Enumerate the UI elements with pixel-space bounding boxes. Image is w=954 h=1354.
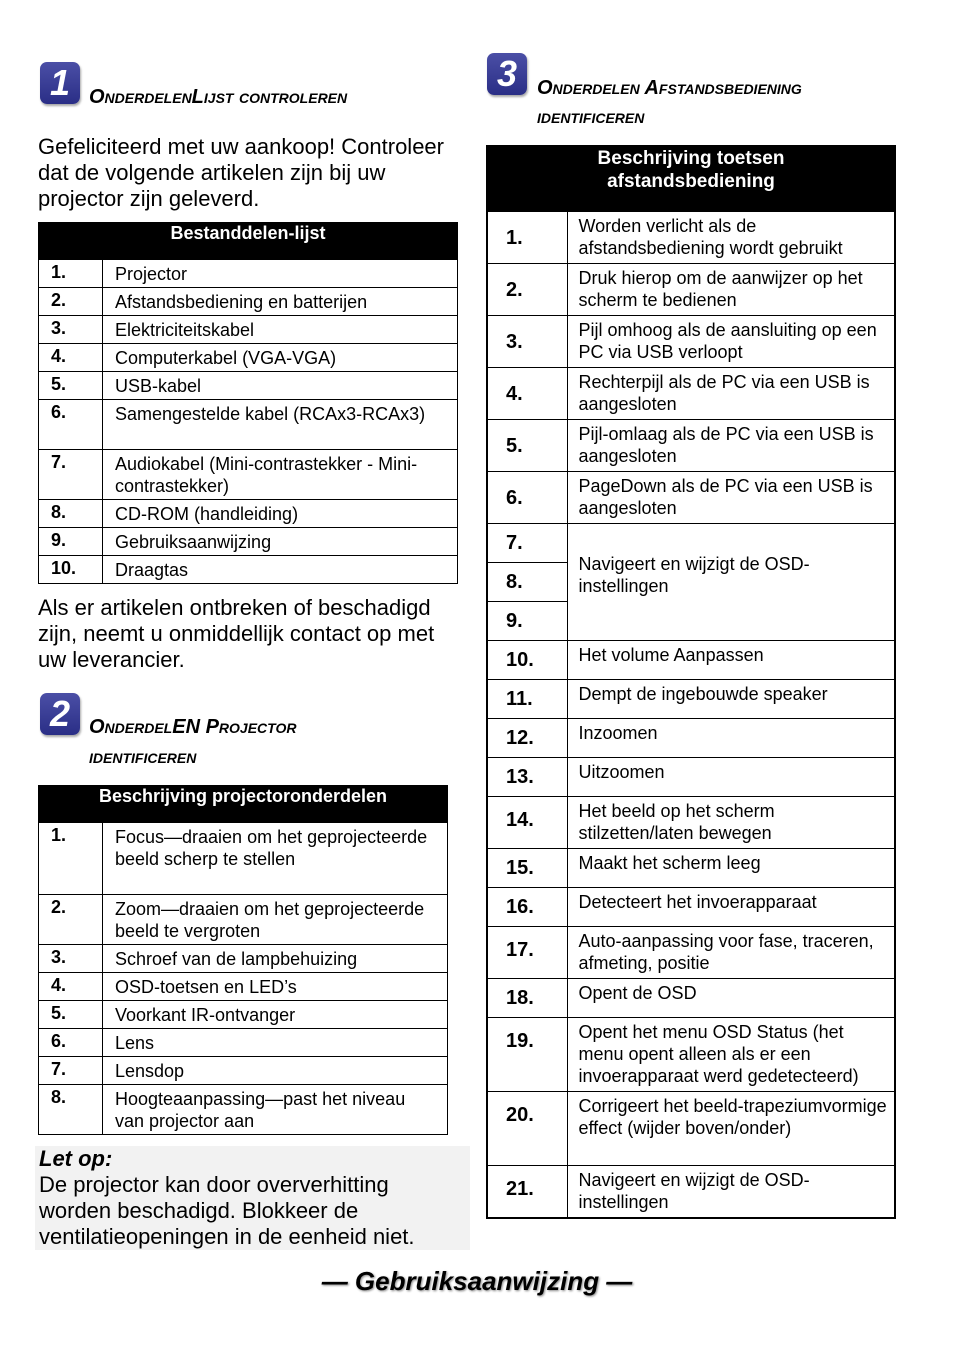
row-number: 4. [39,344,103,372]
row-number: 11. [487,680,567,719]
row-text: Uitzoomen [567,758,895,797]
row-number: 20. [487,1092,567,1166]
row-number: 1. [487,212,567,264]
row-text: Pijl-omlaag als de PC via een USB is aangesloten [567,420,895,472]
row-number: 5. [39,1001,103,1029]
row-text: Draagtas [103,556,458,584]
row-number: 18. [487,979,567,1018]
row-number: 6. [39,400,103,450]
row-text: Rechterpijl als de PC via een USB is aangesloten [567,368,895,420]
components-list-header: Bestanddelen-lijst [39,223,458,260]
row-number: 4. [487,368,567,420]
row-text: Worden verlicht als de afstandsbediening wordt gebruikt [567,212,895,264]
row-number: 17. [487,927,567,979]
row-number: 6. [39,1029,103,1057]
row-text: PageDown als de PC via een USB is aangesloten [567,472,895,524]
row-number: 14. [487,797,567,849]
row-number: 9. [487,602,567,641]
row-number: 19. [487,1018,567,1092]
row-text: Lens [103,1029,448,1057]
row-text: Maakt het scherm leeg [567,849,895,888]
row-text: Pijl omhoog als de aansluiting op een PC via USB verloopt [567,316,895,368]
row-text: Dempt de ingebouwde speaker [567,680,895,719]
row-number: 16. [487,888,567,927]
row-number: 6. [487,472,567,524]
remote-keys-header-text: Beschrijving toetsen afstandsbediening [597,148,785,192]
row-number: 13. [487,758,567,797]
row-text: Schroef van de lampbehuizing [103,945,448,973]
section-1-outro: Als er artikelen ontbreken of beschadigd zijn, neemt u onmiddellijk contact op met uw leverancier. [38,595,435,672]
row-text: Projector [103,260,458,288]
row-text: Gebruiksaanwijzing [103,528,458,556]
row-number: 2. [39,288,103,316]
row-text: Zoom—draaien om het geprojecteerde beeld te vergroten [103,895,448,945]
row-number: 10. [487,641,567,680]
section-3-badge: 3 [487,53,527,95]
row-text: USB-kabel [103,372,458,400]
row-text: Corrigeert het beeld-trapeziumvormige effect (wijder boven/onder) [567,1092,895,1166]
row-number: 10. [39,556,103,584]
row-number: 21. [487,1166,567,1218]
row-number: 1. [39,260,103,288]
row-number: 4. [39,973,103,1001]
section-1-intro: Gefeliciteerd met uw aankoop! Controleer dat de volgende artikelen zijn bij uw projector zijn geleverd. [38,134,444,211]
note-text: De projector kan door oververhitting worden beschadigd. Blokkeer de ventilatieopeningen in de eenheid niet. [39,1172,415,1249]
row-number: 8. [487,563,567,602]
page-footer: — Gebruiksaanwijzing — [321,1266,633,1296]
note-title: Let op: [39,1146,113,1171]
row-text: Computerkabel (VGA-VGA) [103,344,458,372]
row-text: Detecteert het invoerapparaat [567,888,895,927]
section-2-badge: 2 [40,693,80,735]
row-text: Lensdop [103,1057,448,1085]
row-number: 15. [487,849,567,888]
remote-keys-table [486,145,896,1219]
section-3-title-line2: identificeren [537,106,645,128]
section-1-badge: 1 [40,62,80,104]
row-text: Auto-aanpassing voor fase, traceren, afmeting, positie [567,927,895,979]
row-number: 8. [39,1085,103,1135]
row-number: 2. [39,895,103,945]
row-number: 3. [39,316,103,344]
row-text: CD-ROM (handleiding) [103,500,458,528]
row-number: 12. [487,719,567,758]
row-number: 8. [39,500,103,528]
row-text: Afstandsbediening en batterijen [103,288,458,316]
row-number: 7. [39,1057,103,1085]
projector-parts-table [38,785,448,1135]
row-number: 5. [487,420,567,472]
section-1-title: OnderdelenLijst controleren [89,86,348,108]
components-list-table [38,222,458,584]
row-number: 7. [487,524,567,563]
row-text: Druk hierop om de aanwijzer op het scherm te bedienen [567,264,895,316]
row-text: Het volume Aanpassen [567,641,895,680]
row-text: Opent het menu OSD Status (het menu opent alleen als er een invoerapparaat werd gedetecteerd) [567,1018,895,1092]
row-text: Hoogteaanpassing—past het niveau van projector aan [103,1085,448,1135]
section-2-title-line1: OnderdelEN Projector [89,716,297,738]
row-number: 2. [487,264,567,316]
row-text: Focus—draaien om het geprojecteerde beeld scherp te stellen [103,823,448,895]
section-3-title-line1: Onderdelen Afstandsbediening [537,77,802,99]
row-text: Voorkant IR-ontvanger [103,1001,448,1029]
row-text: Navigeert en wijzigt de OSD-instellingen [567,524,895,641]
row-number: 3. [39,945,103,973]
row-number: 1. [39,823,103,895]
row-number: 5. [39,372,103,400]
row-text: Samengestelde kabel (RCAx3-RCAx3) [103,400,458,450]
section-2-title-line2: identificeren [89,746,197,768]
row-number: 7. [39,450,103,500]
remote-keys-header [487,146,895,212]
row-text: Opent de OSD [567,979,895,1018]
row-text: Het beeld op het scherm stilzetten/laten bewegen [567,797,895,849]
row-number: 9. [39,528,103,556]
row-text: Navigeert en wijzigt de OSD-instellingen [567,1166,895,1218]
row-text: Elektriciteitskabel [103,316,458,344]
projector-parts-header: Beschrijving projectoronderdelen [39,786,448,823]
row-text: Audiokabel (Mini-contrastekker - Mini-contrastekker) [103,450,458,500]
row-number: 3. [487,316,567,368]
row-text: OSD-toetsen en LED’s [103,973,448,1001]
row-text: Inzoomen [567,719,895,758]
